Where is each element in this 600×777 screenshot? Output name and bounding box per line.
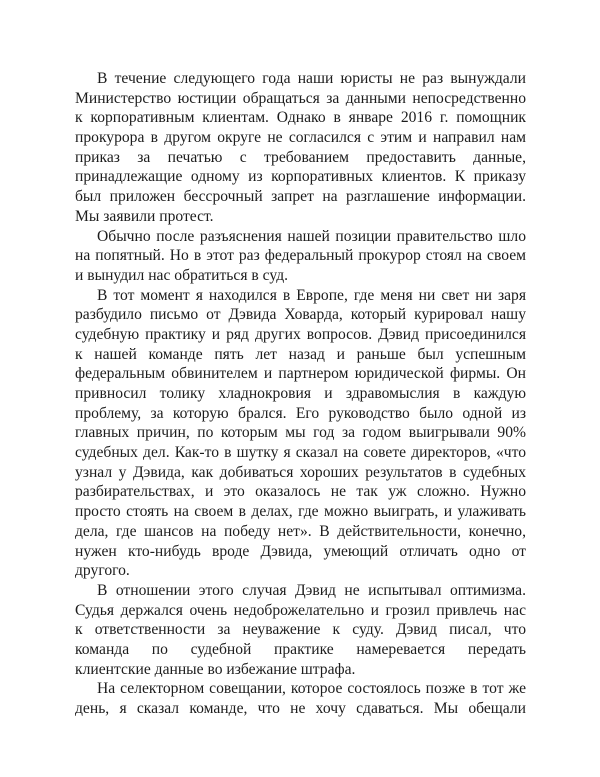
text-line: Министерство юстиции обращаться за данными непосредственно bbox=[75, 89, 526, 107]
paragraph bbox=[75, 679, 526, 718]
paragraph bbox=[75, 227, 526, 286]
text-line: В течение следующего года наши юристы не раз вынуждали bbox=[97, 70, 526, 87]
text-line: на попятный. Но в этот раз федеральный прокурор стоял на своем bbox=[75, 247, 526, 265]
text-line: судебных дел. Как-то в шутку я сказал на совете директоров, «что bbox=[75, 444, 526, 462]
text-line: Мы заявили протест. bbox=[75, 207, 214, 225]
text-line: нужен кто-нибудь вроде Дэвида, умеющий отличать одно от bbox=[75, 542, 526, 560]
text-line: к ответственности за неуважение к суду. Дэвид писал, что bbox=[75, 621, 526, 639]
text-line: На селекторном совещании, которое состоялось позже в тот же bbox=[97, 680, 526, 698]
text-line: узнал у Дэвида, как добиваться хороших результатов в судебных bbox=[75, 463, 526, 481]
text-line: прокурора в другом округе не согласился с этим и направил нам bbox=[75, 129, 526, 147]
text-line: и вынудил нас обратиться в суд. bbox=[75, 266, 289, 284]
text-line: главных причин, по которым мы год за годом выигрывали 90% bbox=[75, 424, 526, 442]
text-line: приказ за печатью с требованием предоставить данные, bbox=[75, 148, 526, 166]
text-line: был приложен бессрочный запрет на разглашение информации. bbox=[75, 188, 526, 206]
text-line: дела, где шансов на победу нет». В действительности, конечно, bbox=[75, 522, 526, 540]
text-line: просто стоять на своем в делах, где можно выиграть, и улаживать bbox=[75, 503, 526, 521]
text-line: Обычно после разъяснения нашей позиции правительство шло bbox=[97, 227, 526, 245]
text-line: разбирательствах, и это оказалось не так уж сложно. Нужно bbox=[75, 483, 526, 501]
text-line: проблему, за которую брался. Его руководство было одной из bbox=[75, 404, 526, 422]
text-line: команда по судебной практике намеревается передать bbox=[75, 640, 526, 658]
text-line: к нашей команде пять лет назад и раньше был успешным bbox=[75, 345, 526, 363]
paragraph bbox=[75, 69, 526, 227]
text-line: принадлежащие одному из корпоративных клиентов. К приказу bbox=[75, 168, 526, 186]
paragraph bbox=[75, 286, 526, 581]
paragraph bbox=[75, 581, 526, 679]
text-line: Судья держался очень недоброжелательно и грозил привлечь нас bbox=[75, 601, 526, 619]
text-line: судебную практику и ряд других вопросов. Дэвид присоединился bbox=[75, 325, 526, 343]
text-line: В тот момент я находился в Европе, где меня ни свет ни заря bbox=[97, 286, 526, 304]
text-line: к корпоративным клиентам. Однако в январе 2016 г. помощник bbox=[75, 109, 526, 127]
text-line: федеральным обвинителем и партнером юридической фирмы. Он bbox=[75, 365, 526, 383]
text-line: клиентские данные во избежание штрафа. bbox=[75, 660, 356, 678]
text-line: другого. bbox=[75, 562, 130, 580]
text-line: день, я сказал команде, что не хочу сдаваться. Мы обещали bbox=[75, 700, 526, 717]
text-line: разбудило письмо от Дэвида Ховарда, который курировал нашу bbox=[75, 306, 526, 324]
document-page bbox=[75, 69, 526, 719]
text-line: привносил толику хладнокровия и здравомыслия в каждую bbox=[75, 385, 526, 402]
text-line: В отношении этого случая Дэвид не испытывал оптимизма. bbox=[97, 581, 526, 599]
